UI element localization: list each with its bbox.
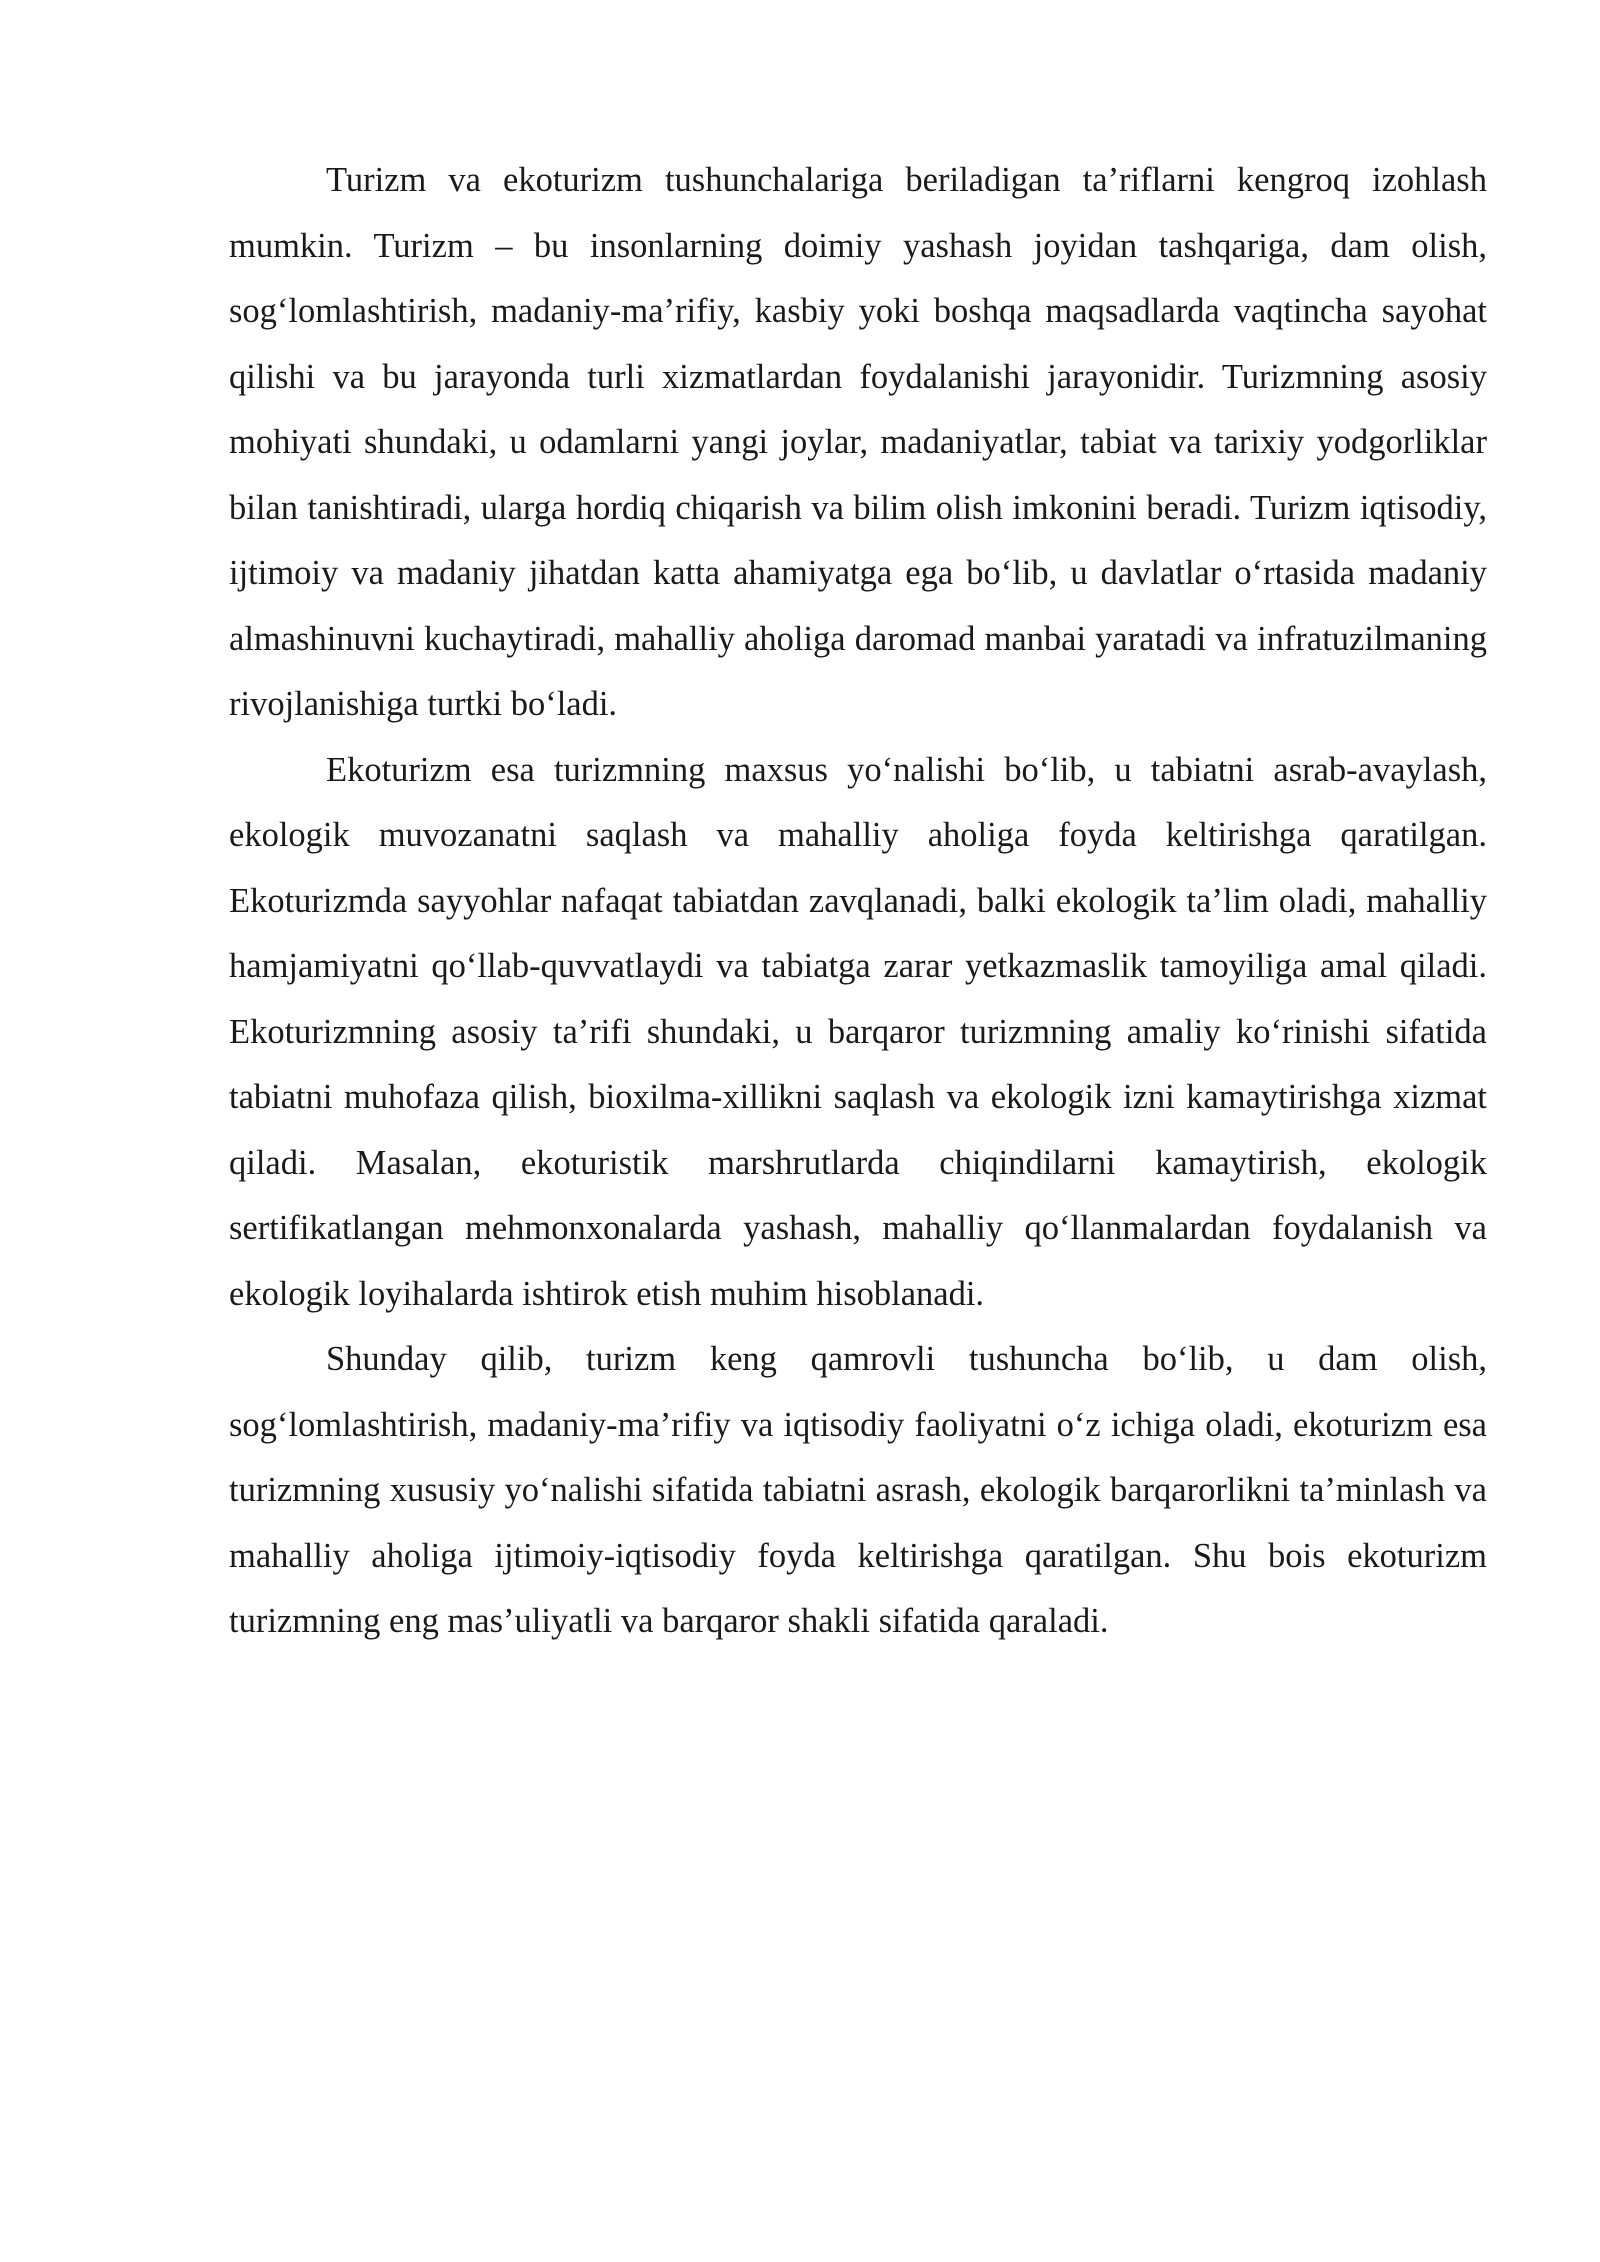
paragraph-turizm-definition: Turizm va ekoturizm tushunchalariga beriladigan ta’riflarni kengroq izohlash mumkin. Turizm – bu insonlarning doimiy yashash joyidan tashqariga, dam olish, sog‘lomlashtirish, madaniy-ma’rifiy, kasbiy yoki boshqa maqsadlarda vaqtincha sayohat qilishi va bu jarayonda turli xizmatlardan foydalanishi jarayonidir. Turizmning asosiy mohiyati shundaki, u odamlarni yangi joylar, madaniyatlar, tabiat va tarixiy yodgorliklar bilan tanishtiradi, ularga hordiq chiqarish va bilim olish imkonini beradi. Turizm iqtisodiy, ijtimoiy va madaniy jihatdan katta ahamiyatga ega bo‘lib, u davlatlar o‘rtasida madaniy almashinuvni kuchaytiradi, mahalliy aholiga daromad manbai yaratadi va infratuzilmaning rivojlanishiga turtki bo‘ladi.	[229, 161, 1487, 723]
paragraph-conclusion: Shunday qilib, turizm keng qamrovli tushuncha bo‘lib, u dam olish, sog‘lomlashtirish, madaniy-ma’rifiy va iqtisodiy faoliyatni o‘z ichiga oladi, ekoturizm esa turizmning xususiy yo‘nalishi sifatida tabiatni asrash, ekologik barqarorlikni ta’minlash va mahalliy aholiga ijtimoiy-iqtisodiy foyda keltirishga qaratilgan. Shu bois ekoturizm turizmning eng mas’uliyatli va barqaror shakli sifatida qaraladi.	[229, 1340, 1487, 1640]
paragraph-ekoturizm-definition: Ekoturizm esa turizmning maxsus yo‘nalishi bo‘lib, u tabiatni asrab-avaylash, ekologik muvozanatni saqlash va mahalliy aholiga foyda keltirishga qaratilgan. Ekoturizmda sayyohlar nafaqat tabiatdan zavqlanadi, balki ekologik ta’lim oladi, mahalliy hamjamiyatni qo‘llab-quvvatlaydi va tabiatga zarar yetkazmaslik tamoyiliga amal qiladi. Ekoturizmning asosiy ta’rifi shundaki, u barqaror turizmning amaliy ko‘rinishi sifatida tabiatni muhofaza qilish, bioxilma-xillikni saqlash va ekologik izni kamaytirishga xizmat qiladi. Masalan, ekoturistik marshrutlarda chiqindilarni kamaytirish, ekologik sertifikatlangan mehmonxonalarda yashash, mahalliy qo‘llanmalardan foydalanish va ekologik loyihalarda ishtirok etish muhim hisoblanadi.	[229, 750, 1487, 1313]
document-body	[229, 148, 1487, 1655]
